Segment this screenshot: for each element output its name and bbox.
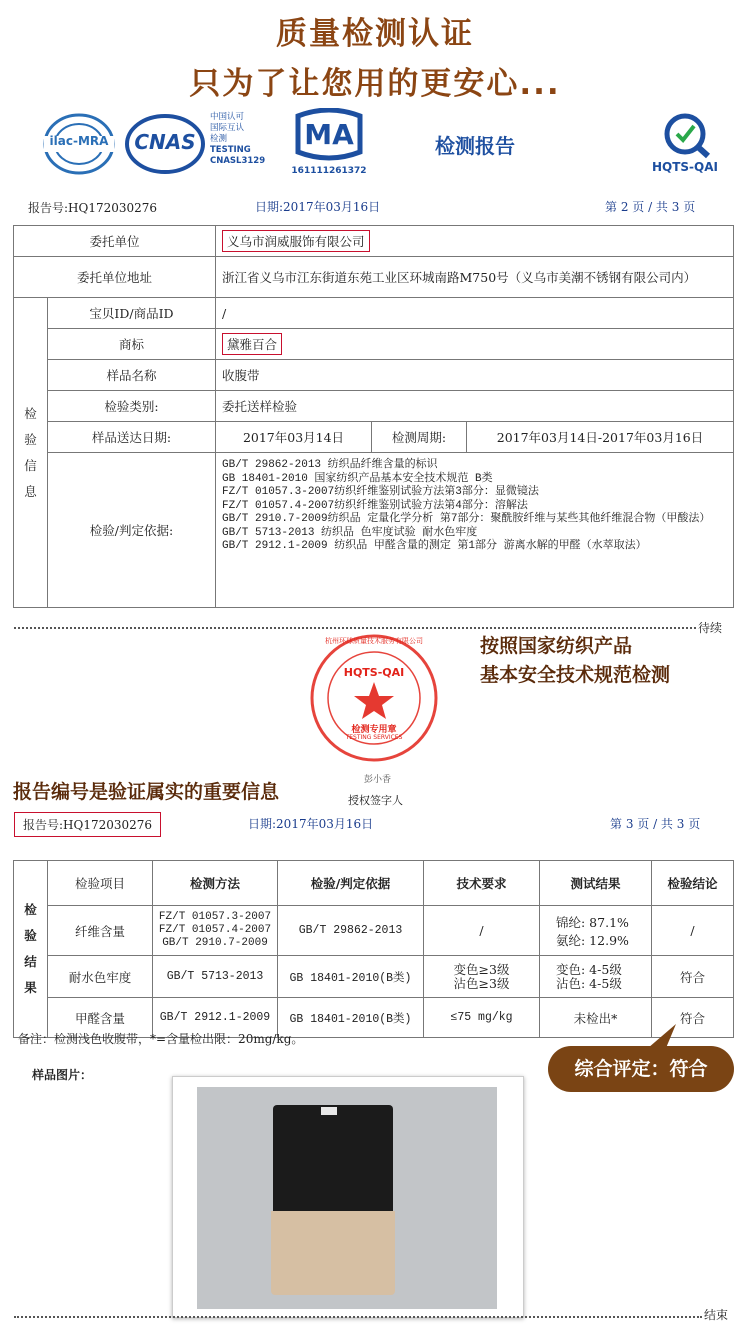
cell-basis: GB/T 29862-2013 bbox=[278, 906, 424, 956]
table-row bbox=[14, 956, 734, 998]
verdict-badge bbox=[548, 1038, 734, 1094]
type-value: 委托送样检验 bbox=[216, 391, 734, 422]
waist-belt-beige bbox=[271, 1211, 395, 1295]
ilac-logo bbox=[42, 112, 116, 176]
seal-ring-text: 杭州环球质量技术服务有限公司 bbox=[325, 637, 423, 645]
arrival-value: 2017年03月14日 bbox=[216, 422, 372, 453]
cell-conclusion: / bbox=[652, 906, 734, 956]
tag-label bbox=[321, 1107, 337, 1115]
column-header: 检验/判定依据 bbox=[278, 861, 424, 906]
cell-basis: GB 18401-2010(B类) bbox=[278, 956, 424, 998]
continued-label: 待续 bbox=[698, 621, 723, 635]
cnas-caption: 中国认可 国际互认 检测 TESTING CNASL3129 bbox=[210, 112, 266, 166]
cell-result: 变色: 4-5级 沾色: 4-5级 bbox=[540, 956, 652, 998]
table-row bbox=[14, 360, 734, 391]
cma-number: 161111261372 bbox=[291, 166, 367, 176]
cnas-logo bbox=[124, 112, 206, 176]
hqts-logo bbox=[640, 110, 730, 180]
column-header: 检测方法 bbox=[153, 861, 278, 906]
signer-title: 授权签字人 bbox=[348, 794, 403, 807]
item-id-label: 宝贝ID/商品ID bbox=[48, 298, 216, 329]
cell-requirement: ≤75 mg/kg bbox=[424, 998, 540, 1038]
column-header: 测试结果 bbox=[540, 861, 652, 906]
waist-belt-black bbox=[273, 1105, 393, 1213]
table-row bbox=[14, 422, 734, 453]
footnote: 备注：检测浅色收腹带，*=含量检出限：20mg/kg。 bbox=[18, 1032, 304, 1046]
period-value: 2017年03月14日-2017年03月16日 bbox=[467, 422, 734, 453]
cell-method: FZ/T 01057.3-2007 FZ/T 01057.4-2007 GB/T 2910.7-2009 bbox=[153, 906, 278, 956]
page-indicator-p3: 第 3 页 / 共 3 页 bbox=[610, 817, 701, 831]
results-table bbox=[13, 860, 734, 1038]
cell-requirement: 变色≥3级 沾色≥3级 bbox=[424, 956, 540, 998]
report-number-p2: 报告号:HQ172030276 bbox=[28, 201, 158, 215]
sample-photo bbox=[172, 1076, 524, 1318]
report-number-p3: 报告号:HQ172030276 bbox=[14, 812, 161, 837]
cell-conclusion: 符合 bbox=[652, 956, 734, 998]
cell-result: 锦纶: 87.1% 氨纶: 12.9% bbox=[540, 906, 652, 956]
table-row bbox=[14, 391, 734, 422]
item-id-value: / bbox=[216, 298, 734, 329]
report-title: 检测报告 bbox=[435, 134, 515, 158]
brand-label: 商标 bbox=[48, 329, 216, 360]
seal-services-text: TESTING SERVICES bbox=[345, 734, 403, 741]
info-table bbox=[13, 225, 734, 608]
date-p2: 日期:2017年03月16日 bbox=[255, 200, 381, 214]
cell-item: 耐水色牢度 bbox=[48, 956, 153, 998]
divider-continued bbox=[14, 627, 696, 629]
cell-conclusion: 符合 bbox=[652, 998, 734, 1038]
table-row bbox=[14, 453, 734, 608]
verdict-text: 综合评定：符合 bbox=[548, 1046, 734, 1092]
cell-requirement: / bbox=[424, 906, 540, 956]
cma-logo bbox=[290, 108, 368, 180]
date-p3: 日期:2017年03月16日 bbox=[248, 817, 374, 831]
basis-list: GB/T 29862-2013 纺织品纤维含量的标识 GB 18401-2010 国家纺织产品基本安全技术规范 B类 FZ/T 01057.3-2007纺织纤维鉴别试验方法第3部分：显微镜法 FZ/T 01057.4-2007纺织纤维鉴别试验方法第4部分：溶解法 GB/T 2910.7-2009纺织品 定量化学分析 第7部分：聚酰胺纤维与某些其他纤维混合物（甲酸法） GB/T 5713-2013 纺织品 色牢度试验 耐水色牢度 GB/T 2912.1-2009 纺织品 甲醛含量的测定 第1部分 游离水解的甲醛（水萃取法） bbox=[216, 453, 734, 608]
callout-standard-2: 基本安全技术规范检测 bbox=[480, 664, 671, 686]
type-label: 检验类别: bbox=[48, 391, 216, 422]
table-row bbox=[14, 298, 734, 329]
address-value: 浙江省义乌市江东街道东苑工业区环城南路M750号（义乌市美潮不锈钢有限公司内） bbox=[216, 257, 734, 298]
client-value: 义乌市润威服饰有限公司 bbox=[222, 230, 370, 252]
table-row bbox=[14, 329, 734, 360]
cma-text: MA bbox=[304, 118, 354, 151]
cnas-text: CNAS bbox=[134, 130, 196, 154]
cell-method: GB/T 5713-2013 bbox=[153, 956, 278, 998]
seal-center-text: HQTS-QAI bbox=[343, 666, 405, 679]
column-header: 技术要求 bbox=[424, 861, 540, 906]
hqts-text: HQTS-QAI bbox=[651, 160, 718, 174]
sample-label: 样品名称 bbox=[48, 360, 216, 391]
basis-label: 检验/判定依据: bbox=[48, 453, 216, 608]
page-indicator-p2: 第 2 页 / 共 3 页 bbox=[605, 200, 696, 214]
arrival-label: 样品送达日期: bbox=[48, 422, 216, 453]
cell-basis: GB 18401-2010(B类) bbox=[278, 998, 424, 1038]
column-header: 检验项目 bbox=[48, 861, 153, 906]
headline-2: 只为了让您用的更安心... bbox=[189, 66, 561, 102]
table-row bbox=[14, 906, 734, 956]
table-header-row bbox=[14, 861, 734, 906]
cell-result: 未检出* bbox=[540, 998, 652, 1038]
table-row bbox=[14, 257, 734, 298]
table-row bbox=[14, 226, 734, 257]
divider-end bbox=[14, 1316, 702, 1318]
official-seal bbox=[308, 632, 440, 764]
headline-1: 质量检测认证 bbox=[276, 16, 474, 52]
period-label: 检测周期: bbox=[372, 422, 467, 453]
signer-name: 彭小香 bbox=[364, 775, 392, 785]
seal-special-text: 检测专用章 bbox=[351, 725, 397, 735]
callout-standard-1: 按照国家纺织产品 bbox=[480, 635, 633, 657]
sample-picture-label: 样品图片： bbox=[32, 1068, 93, 1082]
cell-item: 甲醛含量 bbox=[48, 998, 153, 1038]
ilac-text: ilac-MRA bbox=[49, 134, 109, 148]
column-header: 检验结论 bbox=[652, 861, 734, 906]
sample-value: 收腹带 bbox=[216, 360, 734, 391]
brand-value: 黛雅百合 bbox=[222, 333, 282, 355]
cell-method: GB/T 2912.1-2009 bbox=[153, 998, 278, 1038]
end-label: 结束 bbox=[704, 1308, 729, 1322]
callout-report-number: 报告编号是验证属实的重要信息 bbox=[13, 781, 280, 803]
side-label-info: 检 验 信 息 bbox=[14, 298, 48, 608]
side-label-results: 检 验 结 果 bbox=[14, 861, 48, 1038]
client-label: 委托单位 bbox=[14, 226, 216, 257]
cell-item: 纤维含量 bbox=[48, 906, 153, 956]
address-label: 委托单位地址 bbox=[14, 257, 216, 298]
